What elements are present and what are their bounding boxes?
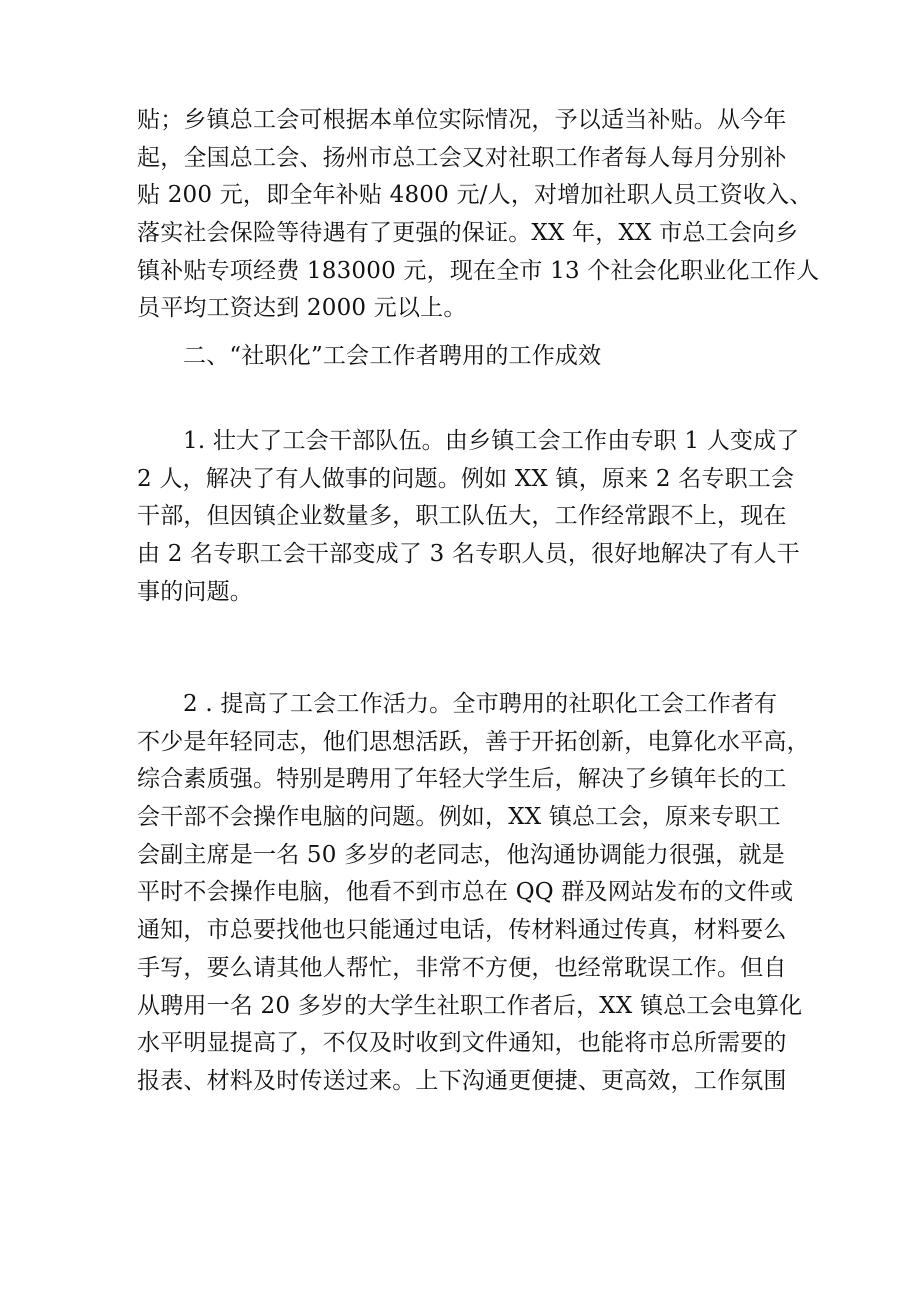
paragraph-line: 1. 壮大了工会干部队伍。由乡镇工会工作由专职 1 人变成了 [183,428,800,454]
paragraph-line: 贴；乡镇总工会可根据本单位实际情况，予以适当补贴。从今年 [137,107,787,133]
paragraph-line: 2 人，解决了有人做事的问题。例如 XX 镇，原来 2 名专职工会 [137,465,795,492]
paragraph-line: 手写，要么请其他人帮忙，非常不方便，也经常耽误工作。但自 [137,954,787,981]
paragraph-line: 贴 200 元，即全年补贴 4800 元/人，对增加社职人员工资收入、 [137,182,813,209]
paragraph-continuation [137,102,820,328]
paragraph-line: 从聘用一名 20 多岁的大学生社职工作者后，XX 镇总工会电算化 [137,992,803,1019]
paragraph-line: 干部，但因镇企业数量多，职工队伍大，工作经常跟不上，现在 [137,503,787,530]
paragraph-line: 会干部不会操作电脑的问题。例如，XX 镇总工会，原来专职工 [137,804,781,831]
paragraph-line: 落实社会保险等待遇有了更强的保证。XX 年，XX 市总工会向乡 [137,220,799,247]
paragraph-line: 报表、材料及时传送过来。上下沟通更便捷、更高效，工作氛围 [137,1067,787,1094]
paragraph-line: 会副主席是一名 50 多岁的老同志，他沟通协调能力很强，就是 [137,841,785,868]
paragraph-line: 事的问题。 [137,578,253,605]
paragraph-line: 综合素质强。特别是聘用了年轻大学生后，解决了乡镇年长的工 [137,766,787,793]
paragraph-line: 由 2 名专职工会干部变成了 3 名专职人员，很好地解决了有人干 [137,541,800,568]
paragraph-line: 员平均工资达到 2000 元以上。 [137,295,467,322]
paragraph-1 [137,423,800,611]
paragraph-line: 镇补贴专项经费 183000 元，现在全市 13 个社会化职业化工作人 [137,257,820,284]
paragraph-line: 水平明显提高了，不仅及时收到文件通知，也能将市总所需要的 [137,1030,787,1057]
section-heading [137,338,787,376]
paragraph-line: 不少是年轻同志，他们思想活跃，善于开拓创新，电算化水平高， [137,728,810,755]
paragraph-line: 起，全国总工会、扬州市总工会又对社职工作者每人每月分别补 [137,144,787,171]
paragraph-2 [137,686,810,1101]
paragraph-line: 通知，市总要找他也只能通过电话，传材料通过传真，材料要么 [137,917,787,944]
section-heading-text: 二、“社职化”工会工作者聘用的工作成效 [183,343,602,369]
paragraph-line: 2 . 提高了工会工作活力。全市聘用的社职化工会工作者有 [183,691,778,717]
paragraph-line: 平时不会操作电脑，他看不到市总在 QQ 群及网站发布的文件或 [137,879,794,906]
